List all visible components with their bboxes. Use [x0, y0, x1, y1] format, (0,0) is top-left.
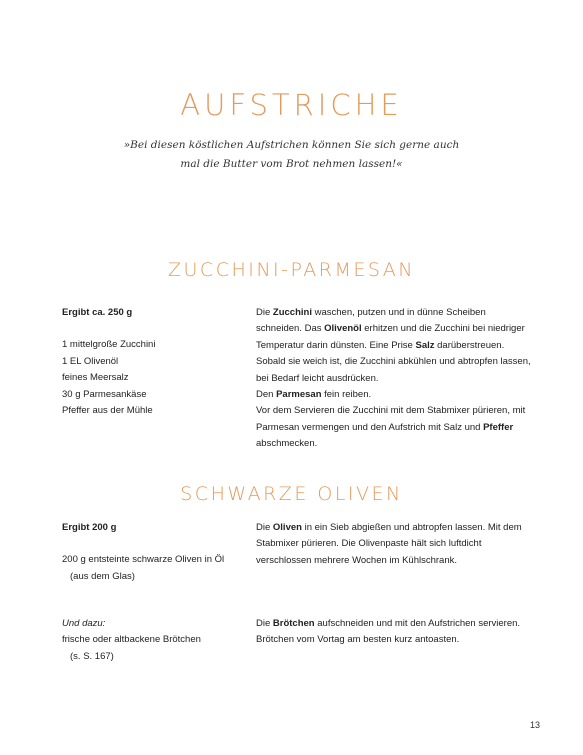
- ingredient-item: 200 g entsteinte schwarze Oliven in Öl: [62, 554, 225, 566]
- highlight: Pfeffer: [483, 421, 514, 433]
- ingredient-item-cont: (aus dem Glas): [70, 570, 135, 582]
- recipe1-ingredients-column: [62, 305, 242, 419]
- recipe1-yield: Ergibt ca. 250 g: [62, 307, 133, 318]
- text: in ein Sieb abgießen und abtropfen lassen. Mit dem Stabmixer pürieren. Die Olivenpaste hält sich luftdicht verschlossen mehrere Wochen im Kühlschrank.: [256, 522, 522, 566]
- extras-step: [256, 616, 531, 649]
- recipe2-ingredients-column: [62, 520, 242, 585]
- text: erhitzen und die Zucchini bei niedriger Temperatur darin dünsten. Eine Prise: [256, 323, 525, 351]
- highlight: Salz: [415, 339, 435, 351]
- recipe1-steps-column: [256, 305, 531, 453]
- text: abschmecken.: [256, 438, 318, 450]
- recipe2-step: [256, 520, 531, 569]
- recipe1-step-3: [256, 403, 531, 452]
- highlight: Oliven: [272, 522, 302, 533]
- text: Die: [256, 618, 273, 629]
- extras-steps-column: [256, 616, 531, 649]
- highlight: Brötchen: [272, 618, 315, 629]
- recipe-title-zucchini: ZUCCHINI-PARMESAN: [168, 259, 415, 281]
- recipe1-step-2: [256, 387, 531, 403]
- text: Vor dem Servieren die Zucchini mit dem Stabmixer pürieren, mit Parmesan vermengen und den Aufstrich mit Salz und: [256, 405, 526, 433]
- ingredient-item: 1 EL Olivenöl: [62, 355, 119, 367]
- ingredient-item: 30 g Parmesankäse: [62, 388, 147, 400]
- text: darüberstreuen. Sobald sie weich ist, die Zucchini abkühlen und abtropfen lassen, bei Bedarf leicht ausdrücken.: [256, 339, 531, 384]
- intro-quote: [60, 136, 523, 174]
- extras-label: Und dazu:: [62, 618, 106, 629]
- text: aufschneiden und mit den Aufstrichen servieren. Brötchen vom Vortag am besten kurz antoasten.: [256, 618, 521, 646]
- text: Die: [256, 522, 273, 533]
- recipe-title-oliven: SCHWARZE OLIVEN: [180, 483, 403, 505]
- ingredient-item: feines Meersalz: [62, 372, 129, 384]
- recipe2-ingredient-list: [62, 552, 242, 585]
- text: Den: [256, 389, 277, 401]
- chapter-title: AUFSTRICHE: [180, 88, 403, 122]
- quote-line-2: mal die Butter vom Brot nehmen lassen!«: [180, 158, 403, 170]
- recipe2-yield: Ergibt 200 g: [62, 522, 117, 533]
- text: fein reiben.: [321, 389, 372, 401]
- recipe1-step-1: [256, 305, 531, 387]
- highlight: Olivenöl: [324, 323, 362, 335]
- recipe1-ingredient-list: [62, 337, 242, 419]
- highlight: Zucchini: [272, 307, 312, 318]
- recipe2-steps-column: [256, 520, 531, 569]
- extras-item: frische oder altbackene Brötchen: [62, 634, 201, 646]
- highlight: Parmesan: [276, 389, 322, 401]
- quote-line-1: »Bei diesen köstlichen Aufstrichen können Sie sich gerne auch: [123, 139, 460, 151]
- ingredient-item: 1 mittelgroße Zucchini: [62, 339, 156, 351]
- ingredient-item: Pfeffer aus der Mühle: [62, 405, 153, 417]
- page-number: 13: [530, 720, 541, 730]
- extras-column: [62, 616, 242, 665]
- extras-item-cont: (s. S. 167): [70, 650, 114, 662]
- text: waschen, putzen und in dünne Scheiben schneiden. Das: [256, 307, 486, 335]
- text: Die: [256, 307, 273, 318]
